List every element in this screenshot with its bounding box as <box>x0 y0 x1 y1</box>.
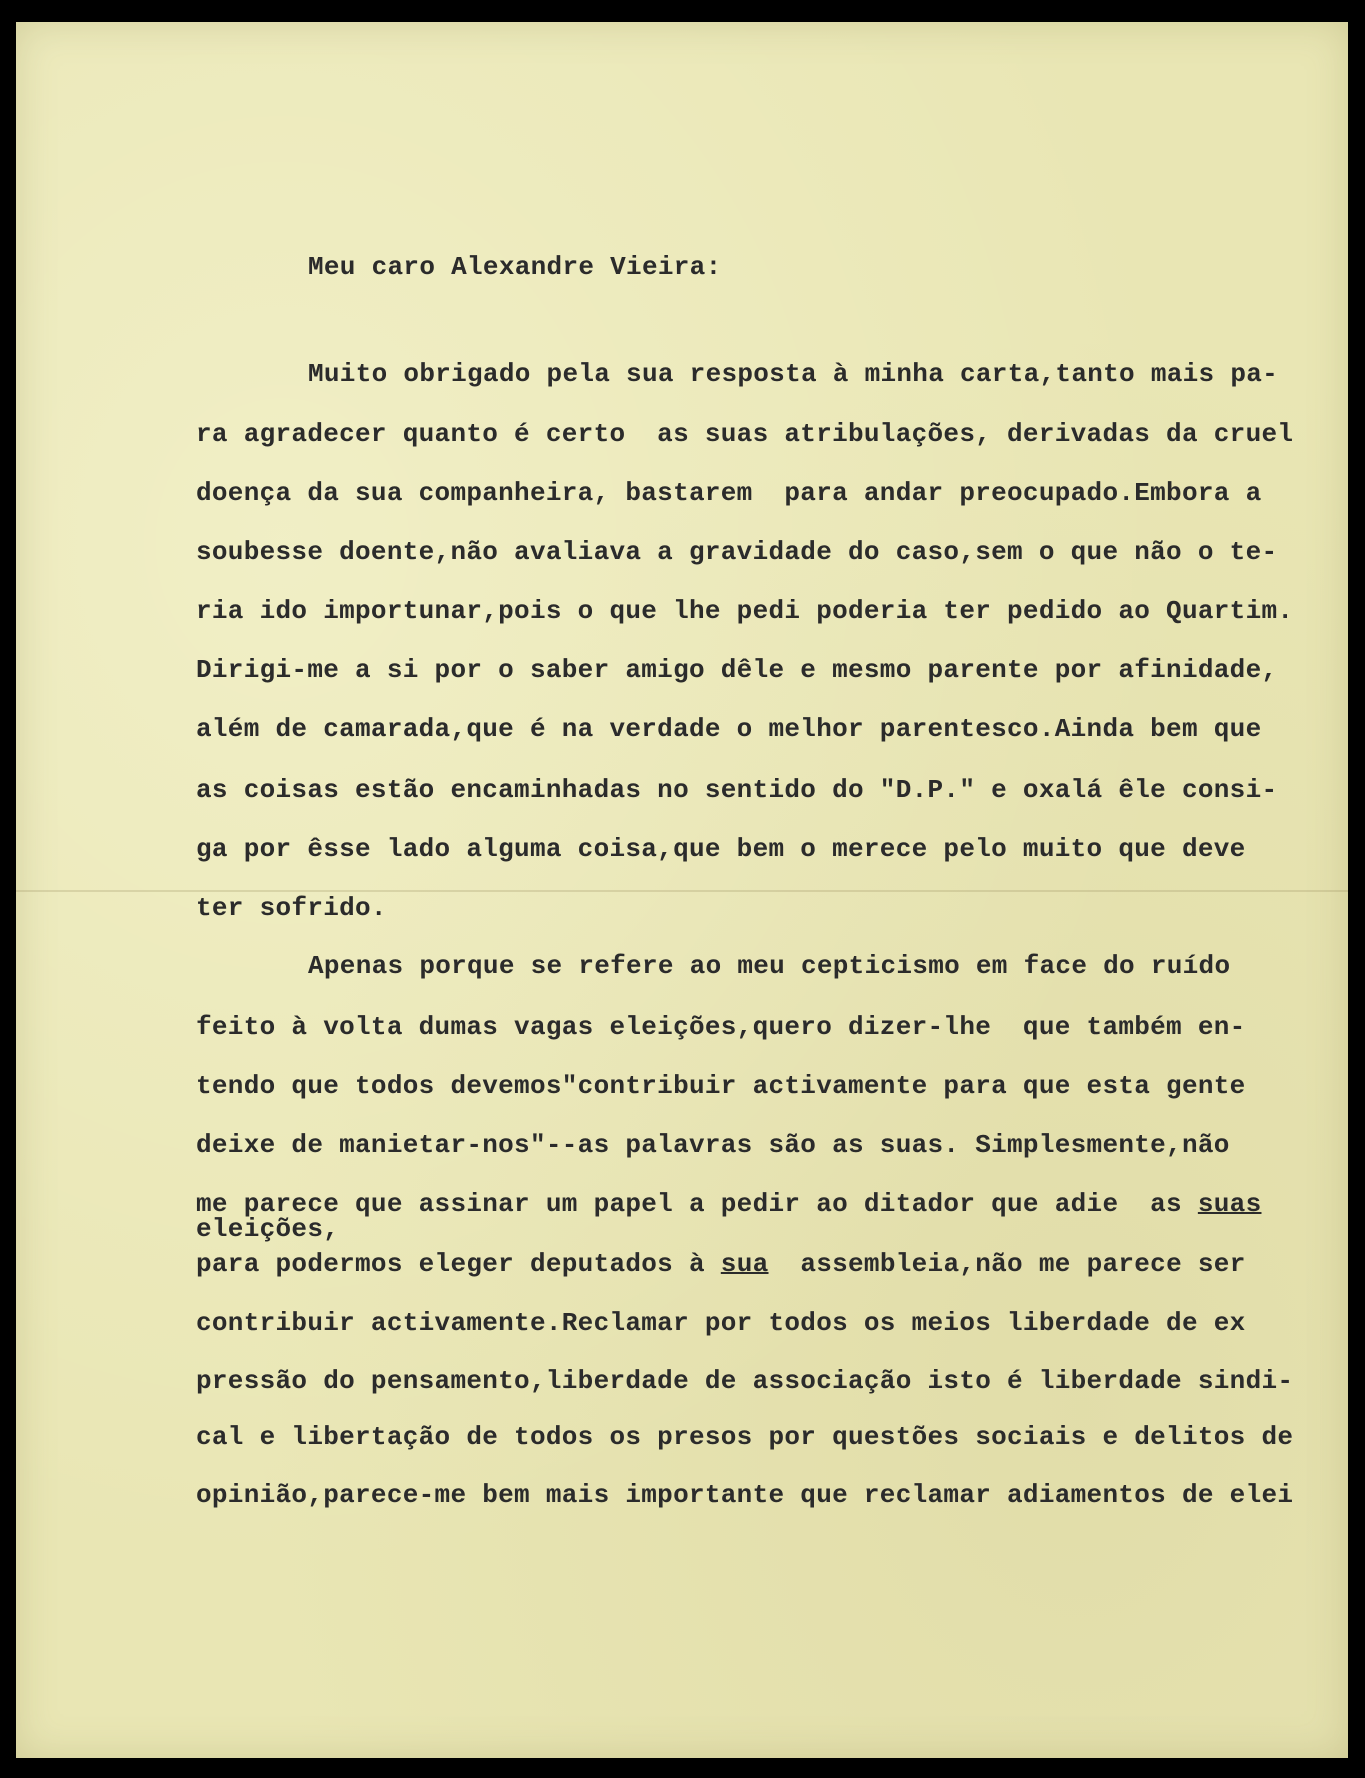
letter-line: opinião,parece-me bem mais importante que reclamar adiamentos de elei <box>196 1480 1294 1510</box>
letter-line: cal e libertação de todos os presos por questões sociais e delitos de <box>196 1422 1294 1452</box>
letter-page <box>16 22 1348 1758</box>
letter-line <box>196 1249 1246 1279</box>
salutation: Meu caro Alexandre Vieira: <box>308 252 722 282</box>
letter-line-text: para podermos eleger deputados à <box>196 1249 721 1279</box>
letter-line: Dirigi-me a si por o saber amigo dêle e mesmo parente por afinidade, <box>196 655 1278 685</box>
letter-line-text: me parece que assinar um papel a pedir ao ditador que adie as <box>196 1189 1198 1219</box>
letter-line-insert: eleições, <box>196 1214 340 1244</box>
typewritten-letter <box>16 22 1348 1758</box>
letter-line: as coisas estão encaminhadas no sentido do "D.P." e oxalá êle consi- <box>196 775 1278 805</box>
letter-line: doença da sua companheira, bastarem para andar preocupado.Embora a <box>196 478 1262 508</box>
letter-line: além de camarada,que é na verdade o melhor parentesco.Ainda bem que <box>196 714 1262 744</box>
letter-line: Muito obrigado pela sua resposta à minha carta,tanto mais pa- <box>308 359 1279 389</box>
letter-line: soubesse doente,não avaliava a gravidade do caso,sem o que não o te- <box>196 537 1278 567</box>
letter-line: ria ido importunar,pois o que lhe pedi poderia ter pedido ao Quartim. <box>196 596 1294 626</box>
letter-line: Apenas porque se refere ao meu cepticismo em face do ruído <box>308 951 1231 981</box>
letter-line: tendo que todos devemos"contribuir activamente para que esta gente <box>196 1071 1246 1101</box>
letter-line-text: assembleia,não me parece ser <box>768 1249 1246 1279</box>
letter-line: ga por êsse lado alguma coisa,que bem o merece pelo muito que deve <box>196 834 1246 864</box>
underlined-word: sua <box>720 1249 769 1279</box>
letter-line: deixe de manietar-nos"--as palavras são as suas. Simplesmente,não <box>196 1130 1230 1160</box>
letter-line: contribuir activamente.Reclamar por todos os meios liberdade de ex <box>196 1308 1246 1338</box>
letter-line: ter sofrido. <box>196 893 387 923</box>
underlined-word: suas <box>1197 1189 1262 1219</box>
letter-line: pressão do pensamento,liberdade de associação isto é liberdade sindi- <box>196 1366 1294 1396</box>
letter-line <box>196 1189 1261 1219</box>
letter-line: feito à volta dumas vagas eleições,quero dizer-lhe que também en- <box>196 1012 1246 1042</box>
letter-line: ra agradecer quanto é certo as suas atribulações, derivadas da cruel <box>196 419 1294 449</box>
